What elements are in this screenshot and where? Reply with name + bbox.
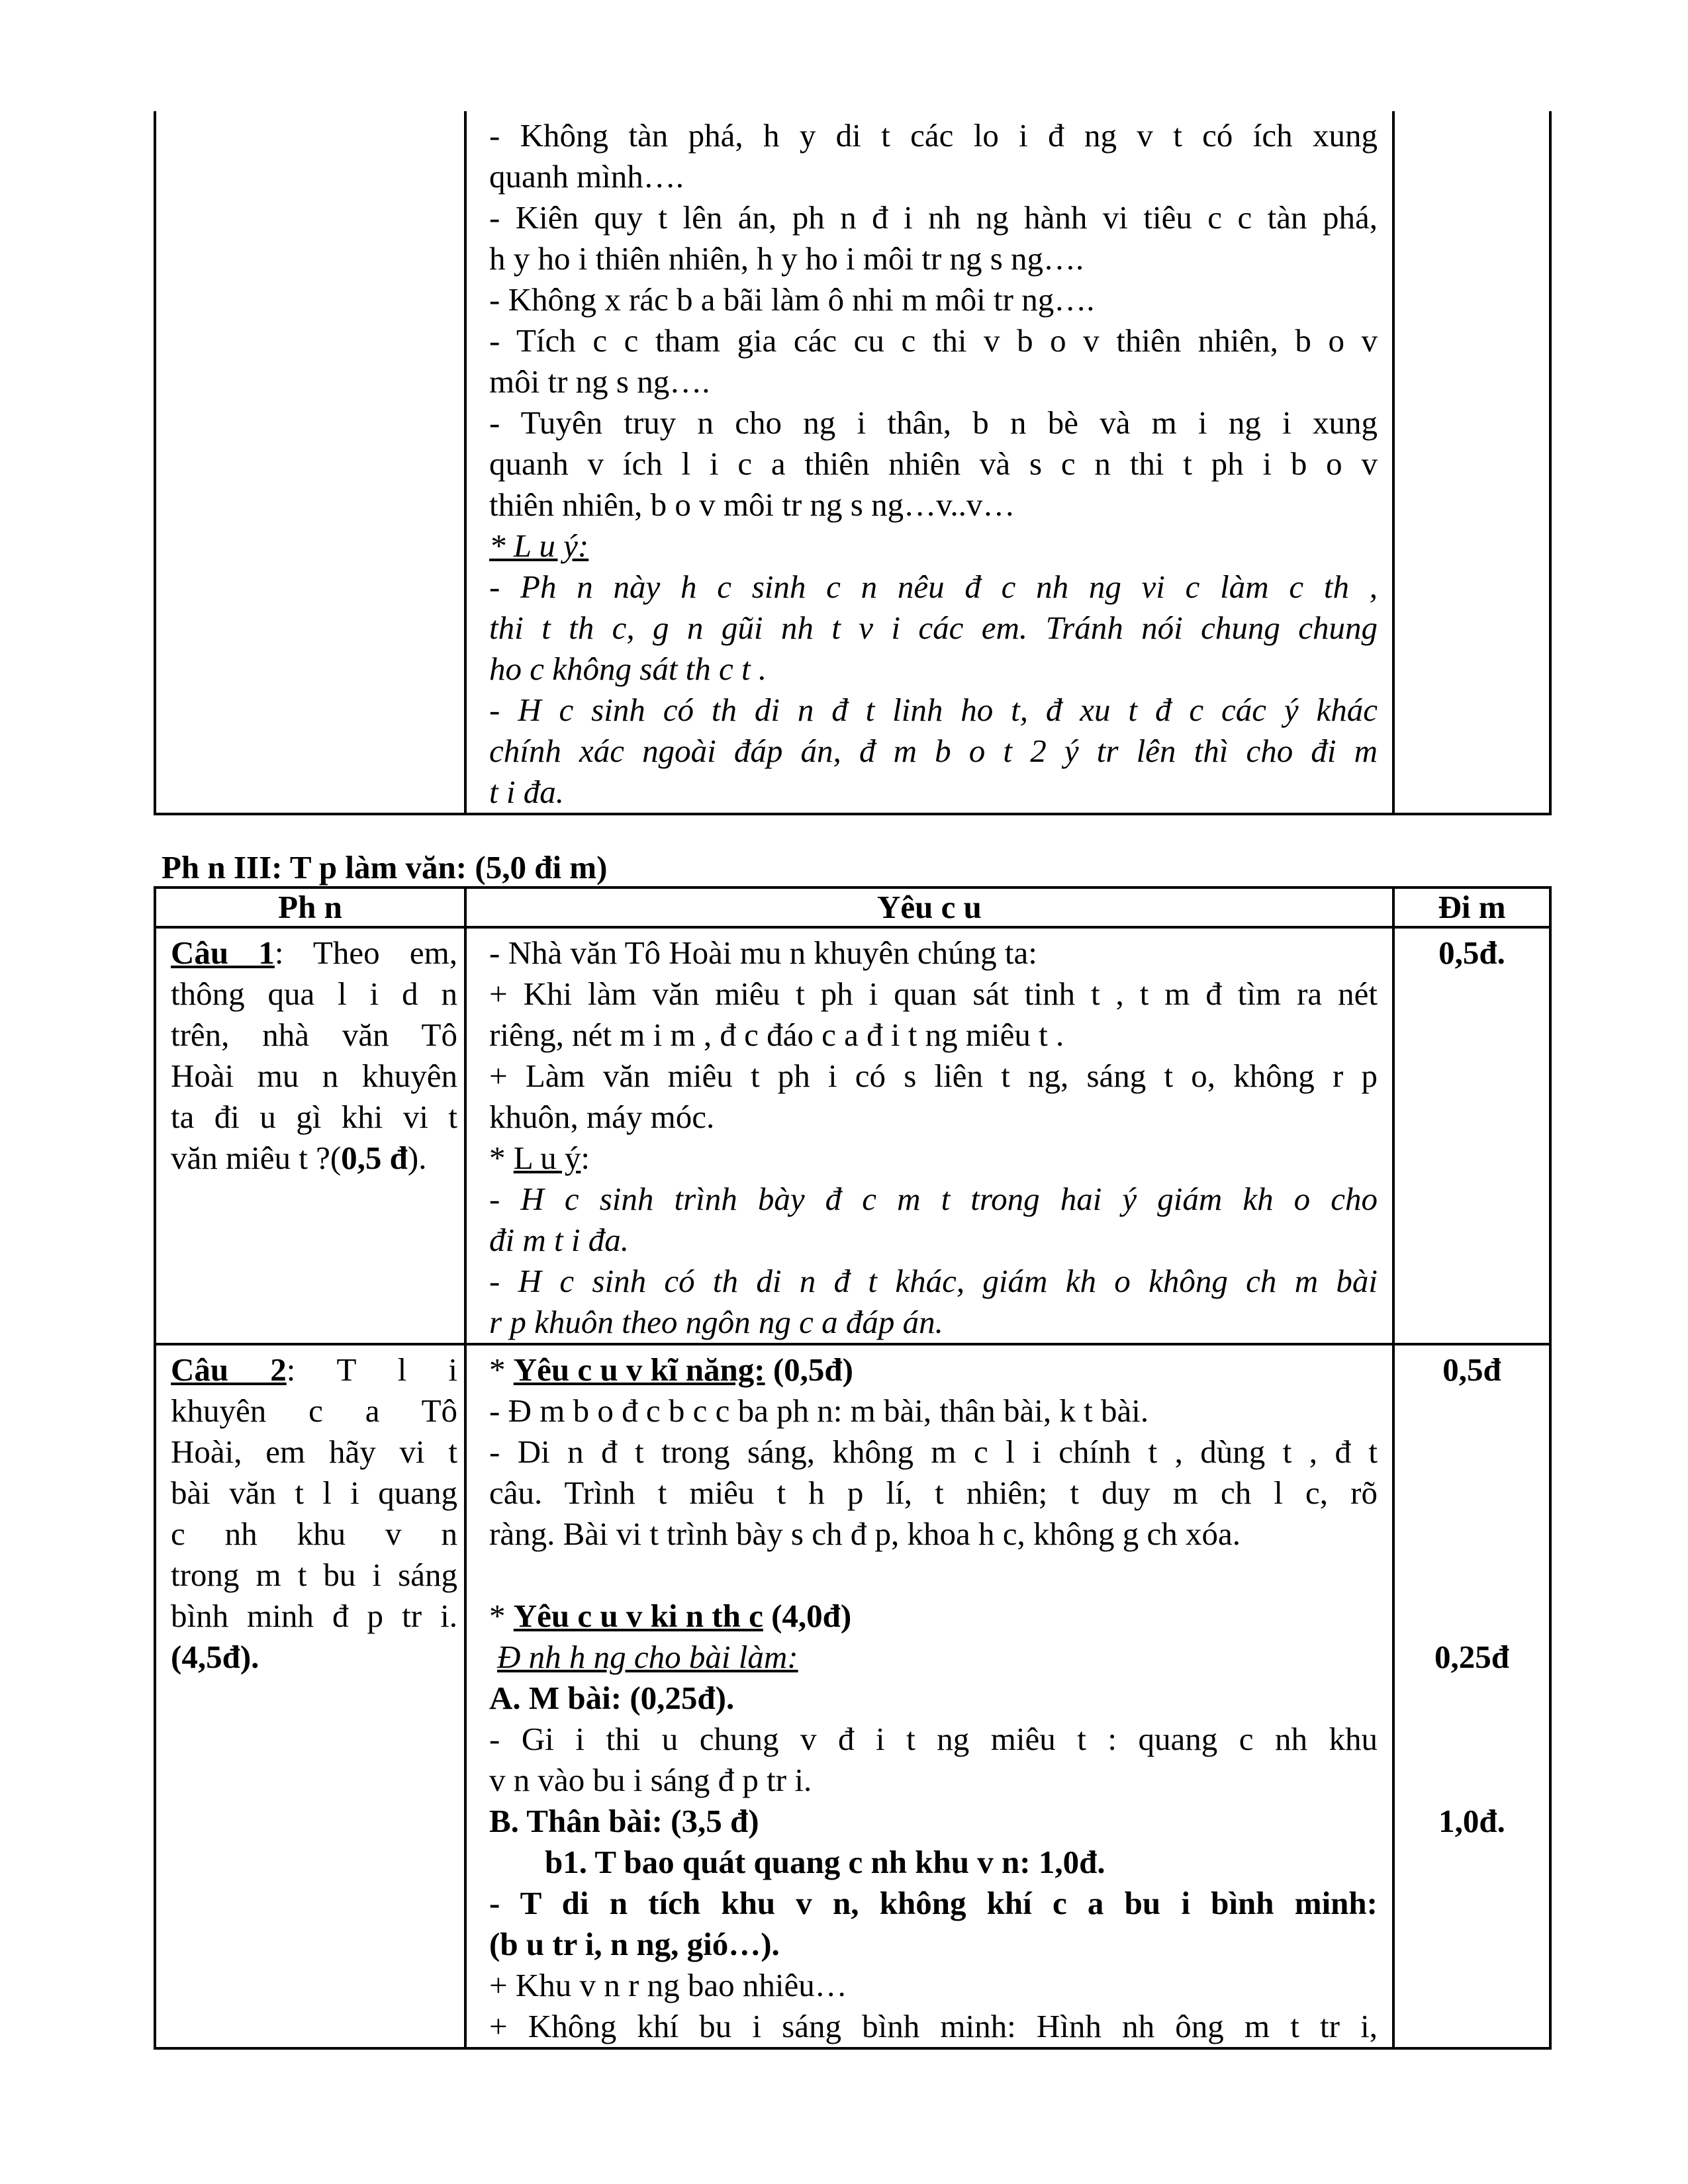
note-label: * L u ý: — [489, 527, 589, 564]
question-text: bình minh đ p tr i. — [171, 1598, 457, 1634]
question-text: ). — [407, 1140, 427, 1176]
column-header-score: Đi m — [1393, 887, 1550, 927]
text-line: h y ho i thiên nhiên, h y ho i môi tr ng s ng…. — [489, 240, 1084, 277]
b1-line: (b u tr i, n ng, gió…). — [489, 1926, 780, 1962]
question-text: : Theo em, — [274, 934, 457, 971]
score-value: 0,5đ. — [1438, 934, 1505, 971]
answer-line: riêng, nét m i m , đ c đáo c a đ i t ng miêu t . — [489, 1017, 1064, 1053]
question-text: thông qua l i d n — [171, 976, 457, 1012]
text-line: quanh mình…. — [489, 158, 684, 195]
question-text: Hoài, em hãy vi t — [171, 1433, 457, 1470]
table-row — [155, 927, 1550, 1344]
question-points: 0,5 đ — [341, 1140, 408, 1176]
question-text: ta đi u gì khi vi t — [171, 1099, 457, 1135]
knowledge-prefix: * — [489, 1598, 514, 1634]
column-header-requirements: Yêu c u — [465, 887, 1393, 927]
requirements-cell — [465, 111, 1393, 814]
question-2-cell — [155, 1344, 465, 2048]
text-line: thiên nhiên, b o v môi tr ng s ng…v..v… — [489, 486, 1015, 523]
continuation-table — [154, 111, 1552, 815]
text-line: - Tích c c tham gia các cu c thi v b o v thiên nhiên, b o v — [489, 322, 1378, 359]
question-2-score — [1393, 1344, 1550, 2048]
b1-title: b1. T bao quát quang c nh khu v n: 1,0đ. — [545, 1844, 1105, 1880]
skills-line: câu. Trình t miêu t h p lí, t nhiên; t duy m ch l c, rõ — [489, 1475, 1378, 1511]
knowledge-title: Yêu c u v ki n th c — [513, 1598, 763, 1634]
question-2-requirements — [465, 1344, 1393, 2048]
note-line: - H c sinh trình bày đ c m t trong hai ý giám kh o cho — [489, 1181, 1378, 1217]
question-text: trong m t bu i sáng — [171, 1557, 457, 1593]
note-line: t i đa. — [489, 774, 564, 810]
question-points: (4,5đ). — [171, 1639, 259, 1675]
note-line: r p khuôn theo ngôn ng c a đáp án. — [489, 1304, 943, 1340]
text-line: - Kiên quy t lên án, ph n đ i nh ng hành vi tiêu c c tàn phá, — [489, 199, 1378, 236]
score-cell — [1393, 111, 1550, 814]
intro-line: - Gi i thi u chung v đ i t ng miêu t : quang c nh khu — [489, 1721, 1378, 1757]
skills-line: - Đ m b o đ c b c c ba ph n: m bài, thân bài, k t bài. — [489, 1392, 1149, 1429]
note-line: - H c sinh có th di n đ t khác, giám kh o không ch m bài — [489, 1263, 1378, 1299]
skills-line: ràng. Bài vi t trình bày s ch đ p, khoa h c, không g ch xóa. — [489, 1516, 1241, 1552]
answer-line: khuôn, máy móc. — [489, 1099, 715, 1135]
skills-points: (0,5đ) — [765, 1351, 853, 1388]
question-text: bài văn t l i quang — [171, 1475, 457, 1511]
b1-line: + Không khí bu i sáng bình minh: Hình nh ông m t tr i, — [489, 2008, 1378, 2044]
text-line: - Tuyên truy n cho ng i thân, b n bè và m i ng i xung — [489, 404, 1378, 441]
question-1-label: Câu 1 — [171, 934, 275, 971]
answer-line: + Làm văn miêu t ph i có s liên t ng, sáng t o, không r p — [489, 1058, 1378, 1094]
note-line: chính xác ngoài đáp án, đ m b o t 2 ý tr lên thì cho đi m — [489, 733, 1378, 769]
question-1-requirements — [465, 927, 1393, 1344]
question-1-score — [1393, 927, 1550, 1344]
answer-line: + Khi làm văn miêu t ph i quan sát tinh t , t m đ tìm ra nét — [489, 976, 1378, 1012]
text-line: - Không tàn phá, h y di t các lo i đ ng v t có ích xung — [489, 117, 1378, 154]
text-line: môi tr ng s ng…. — [489, 363, 710, 400]
note-prefix: * — [489, 1140, 514, 1176]
table-row — [155, 111, 1550, 814]
question-text: trên, nhà văn Tô — [171, 1017, 457, 1053]
answer-line: - Nhà văn Tô Hoài mu n khuyên chúng ta: — [489, 934, 1037, 971]
intro-title: A. M bài: (0,25đ). — [489, 1680, 735, 1716]
score-value: 1,0đ. — [1438, 1803, 1505, 1839]
grading-table — [154, 886, 1552, 2050]
question-text: c nh khu v n — [171, 1516, 457, 1552]
question-text: Hoài mu n khuyên — [171, 1058, 457, 1094]
section-heading: Ph n III: T p làm văn: (5,0 đi m) — [162, 849, 608, 886]
b1-line: - T di n tích khu v n, không khí c a bu i bình minh: — [489, 1885, 1378, 1921]
note-line: - H c sinh có th di n đ t linh ho t, đ xu t đ c các ý khác — [489, 692, 1378, 728]
part-cell — [155, 111, 465, 814]
question-text: khuyên c a Tô — [171, 1392, 457, 1429]
intro-line: v n vào bu i sáng đ p tr i. — [489, 1762, 812, 1798]
note-line: thi t th c, g n gũi nh t v i các em. Tránh nói chung chung — [489, 610, 1378, 646]
score-value: 0,5đ — [1442, 1351, 1501, 1388]
column-header-part: Ph n — [155, 887, 465, 927]
text-line: quanh v ích l i c a thiên nhiên và s c n thi t ph i b o v — [489, 445, 1378, 482]
question-text: văn miêu t ?( — [171, 1140, 342, 1176]
orientation-label: Đ nh h ng cho bài làm: — [497, 1639, 798, 1675]
note-line: ho c không sát th c t . — [489, 651, 767, 687]
note-suffix: : — [581, 1140, 590, 1176]
note-line: - Ph n này h c sinh c n nêu đ c nh ng vi c làm c th , — [489, 569, 1378, 605]
b1-line: + Khu v n r ng bao nhiêu… — [489, 1967, 847, 2003]
score-value: 0,25đ — [1434, 1639, 1509, 1675]
skills-prefix: * — [489, 1351, 514, 1388]
skills-title: Yêu c u v kĩ năng: — [513, 1351, 765, 1388]
knowledge-points: (4,0đ) — [763, 1598, 852, 1634]
text-line: - Không x rác b a bãi làm ô nhi m môi tr ng…. — [489, 281, 1095, 318]
question-1-cell — [155, 927, 465, 1344]
note-label: L u ý — [513, 1140, 581, 1176]
question-text: : T l i — [286, 1351, 457, 1388]
table-header-row — [155, 887, 1550, 927]
body-title: B. Thân bài: (3,5 đ) — [489, 1803, 759, 1839]
note-line: đi m t i đa. — [489, 1222, 629, 1258]
question-2-label: Câu 2 — [171, 1351, 287, 1388]
table-row — [155, 1344, 1550, 2048]
skills-line: - Di n đ t trong sáng, không m c l i chính t , dùng t , đ t — [489, 1433, 1378, 1470]
